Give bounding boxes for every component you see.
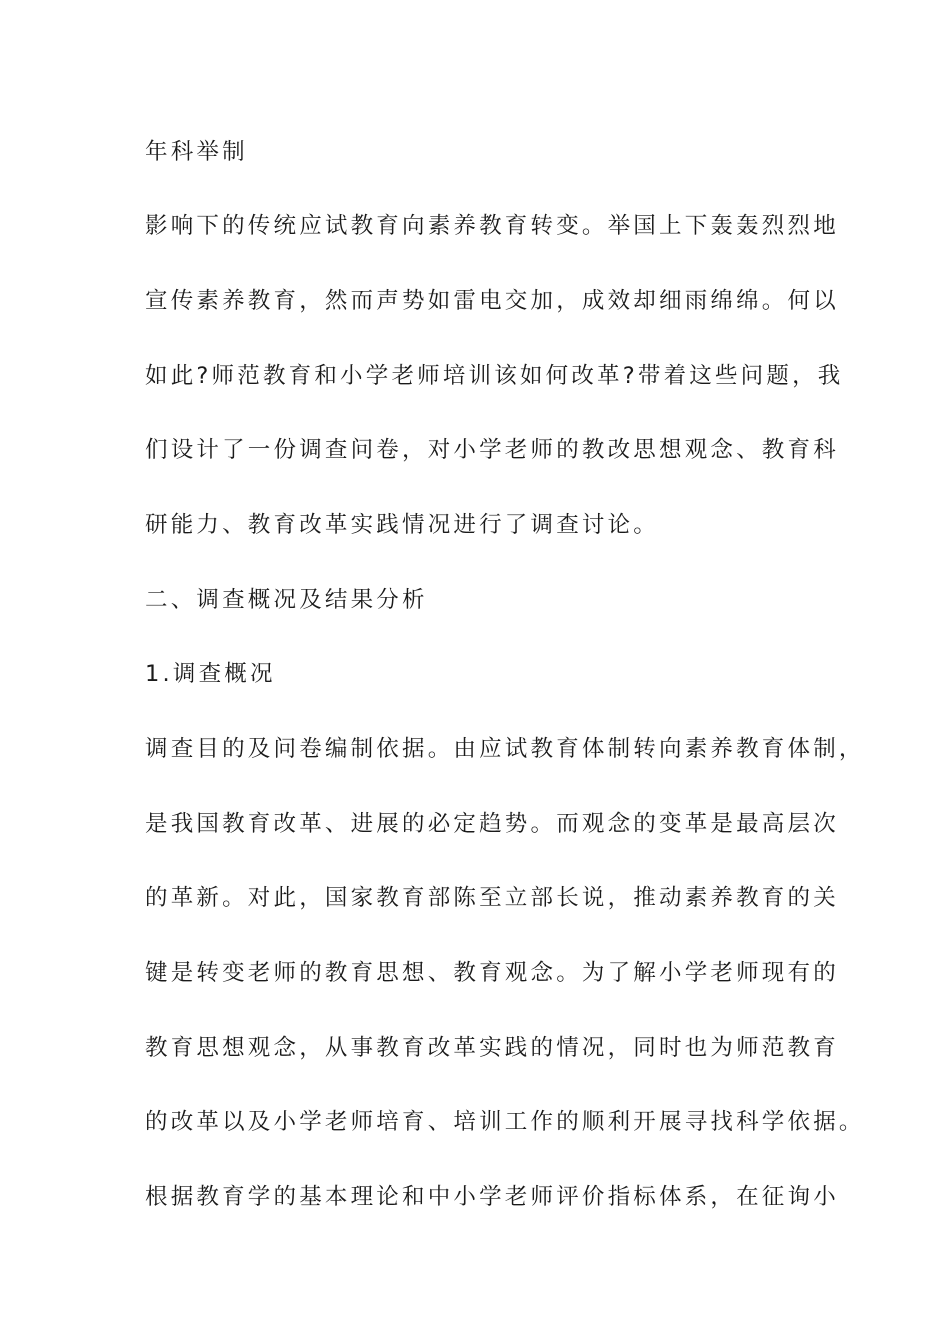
text-line: 是我国教育改革、进展的必定趋势。而观念的变革是最高层次	[145, 811, 839, 837]
text-line: 影响下的传统应试教育向素养教育转变。举国上下轰轰烈烈地	[145, 213, 839, 239]
text-line: 宣传素养教育，然而声势如雷电交加，成效却细雨绵绵。何以	[145, 288, 839, 314]
text-line: 年科举制	[145, 139, 248, 165]
text-line: 如此?师范教育和小学老师培训该如何改革?带着这些问题，我	[145, 363, 844, 389]
subsection-heading: 1.调查概况	[145, 661, 276, 687]
text-line: 键是转变老师的教育思想、教育观念。为了解小学老师现有的	[145, 960, 839, 986]
text-line: 们设计了一份调查问卷，对小学老师的教改思想观念、教育科	[145, 437, 839, 463]
text-line: 研能力、教育改革实践情况进行了调查讨论。	[145, 512, 660, 538]
text-line: 的改革以及小学老师培育、培训工作的顺利开展寻找科学依据。	[145, 1109, 865, 1135]
text-line: 的革新。对此，国家教育部陈至立部长说，推动素养教育的关	[145, 885, 839, 911]
text-line: 教育思想观念，从事教育改革实践的情况，同时也为师范教育	[145, 1035, 839, 1061]
section-heading: 二、调查概况及结果分析	[145, 587, 428, 613]
text-line: 调查目的及问卷编制依据。由应试教育体制转向素养教育体制，	[145, 736, 865, 762]
text-line: 根据教育学的基本理论和中小学老师评价指标体系，在征询小	[145, 1184, 839, 1210]
